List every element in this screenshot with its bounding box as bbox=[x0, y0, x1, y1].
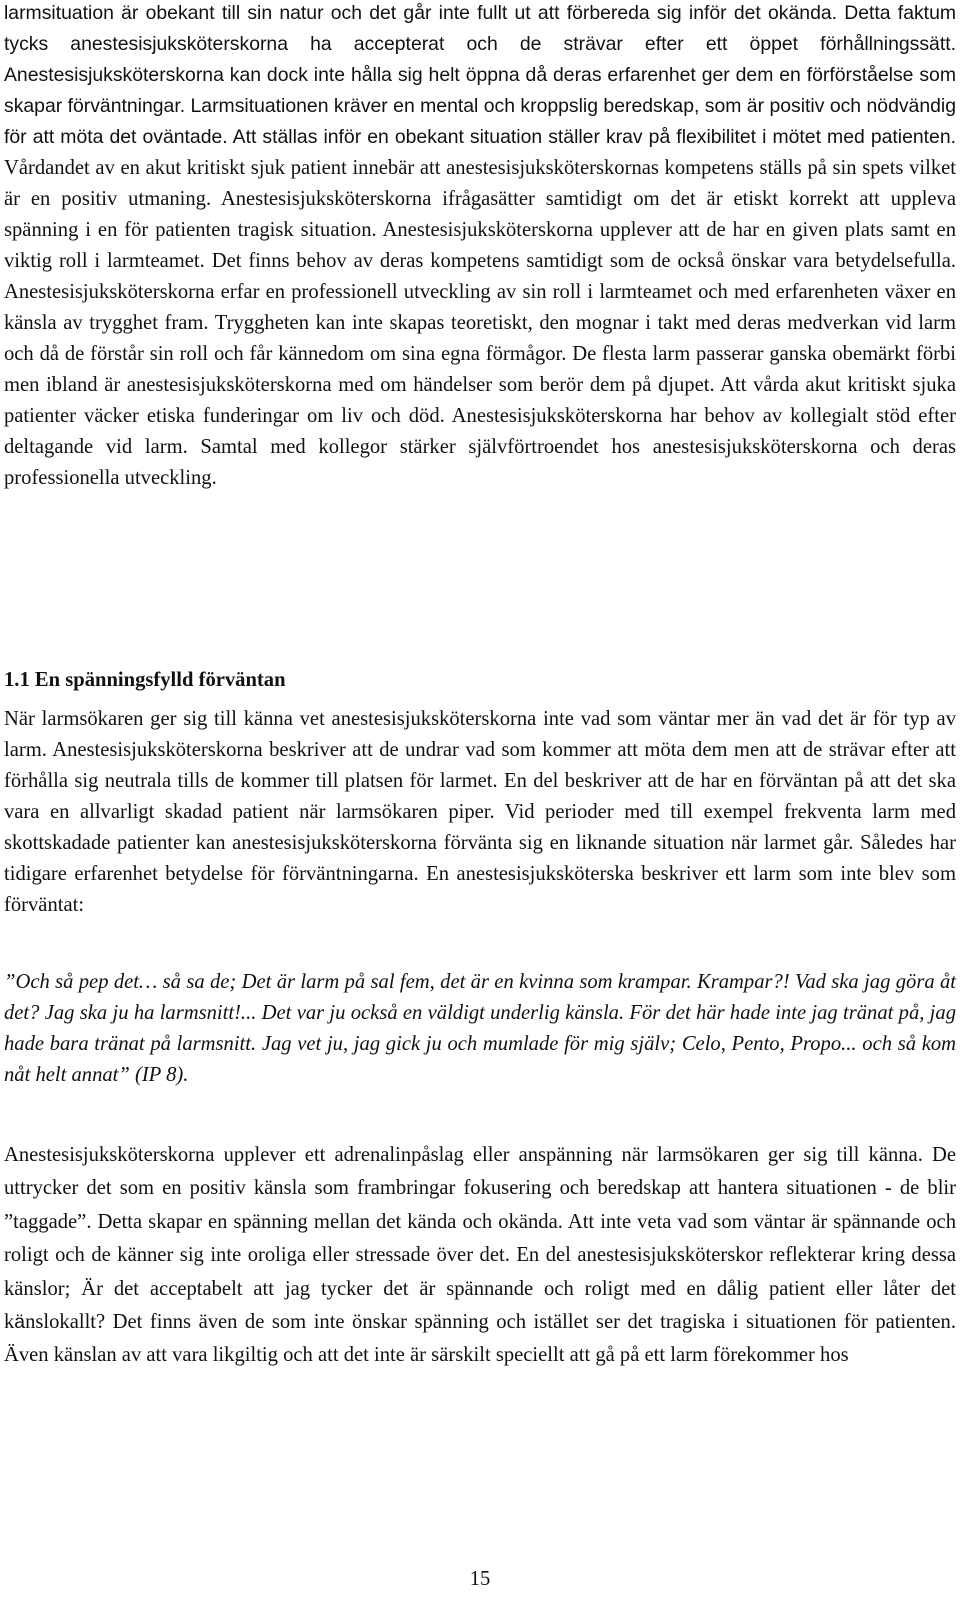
paragraph-intro bbox=[4, 0, 956, 494]
paragraph-adrenaline-part-c: nslokallt? Det finns även de som inte önskar spänning och istället ser det tragiska i situationen för patienten. Även känslan av att vara likgiltig och att det inte är särskilt speciellt att gå på ett larm förekommer hos bbox=[4, 1311, 956, 1367]
interview-quote: ”Och så pep det… så sa de; Det är larm på sal fem, det är en kvinna som krampar. Krampar?! Vad ska jag göra åt det? Jag ska ju ha larmsnitt!... Det var ju också en väldigt underlig känsla. För det här hade inte jag tränat på, jag hade bara tränat på larmsnitt. Jag vet ju, jag gick ju och mumlade för mig själv; Celo, Pento, Propo... och så kom nåt helt annat” (IP 8). bbox=[4, 971, 956, 1086]
paragraph-adrenaline-glyph: ä bbox=[14, 1311, 26, 1334]
paragraph-expectation: När larmsökaren ger sig till känna vet anestesisjuksköterskorna inte vad som väntar mer än vad det är för typ av larm. Anestesisjuksköterskorna beskriver att de undrar vad som kommer att möta dem men att de strävar efter att förhålla sig neutrala tills de kommer till platsen för larmet. En del beskriver att de har en förväntan på att det ska vara en allvarligt skadad patient när larmsökaren piper. Vid perioder med till exempel frekventa larm med skottskadade patienter kan anestesisjuksköterskorna förvänta sig en liknande situation när larmet går. Således har tidigare erfarenhet betydelse för förväntningarna. En anestesisjuksköterska beskriver ett larm som inte blev som förväntat: bbox=[4, 708, 956, 916]
paragraph-intro-serif-part: Vårdandet av en akut kritiskt sjuk patient innebär att anestesisjuksköterskornas kompetens ställs på sin spets vilket är en positiv utmaning. Anestesisjuksköterskorna ifrågasätter samtidigt om det är etiskt korrekt att uppleva spänning i en för patienten tragisk situation. Anestesisjuksköterskorna upplever att de har en given plats samt en viktig roll i larmteamet. Det finns behov av deras kompetens samtidigt som de också önskar vara betydelsefulla. Anestesisjuksköterskorna erfar en professionell utveckling av sin roll i larmteamet och med erfarenheten växer en känsla av trygghet fram. Tryggheten kan inte skapas teoretiskt, den mognar i takt med deras medverkan vid larm och då de förstår sin roll och får kännedom om sina egna förmågor. De flesta larm passerar ganska obemärkt förbi men ibland är anestesisjuksköterskorna med om händelser som berör dem på djupet. Att vårda akut kritiskt sjuka patienter väcker etiska funderingar om liv och död. Anestesisjuksköterskorna har behov av kollegialt stöd efter deltagande vid larm. Samtal med kollegor stärker självförtroendet hos anestesisjuksköterskorna och deras professionella utveckling. bbox=[4, 157, 956, 489]
section-heading: 1.1 En spänningsfylld förväntan bbox=[4, 669, 286, 691]
paragraph-adrenaline bbox=[4, 1139, 956, 1373]
paragraph-adrenaline-part-a: Anestesisjuksköterskorna upplever ett adrenalinpåslag eller anspänning när larmsökaren ger sig till känna. De uttrycker det som en positiv känsla som frambringar fokusering och beredskap att hantera situationen - de blir ”taggade”. Detta skapar en spänning mellan det kända och okända. Att inte veta vad som väntar är spännande och roligt och de känner sig inte oroliga eller stressade över det. En del anestesisjuksköterskor reflekterar kring dessa känslor; Är det acceptabelt att jag tycker det är spännande och roligt med en dålig patient eller låter det k bbox=[4, 1144, 956, 1334]
page-number: 15 bbox=[469, 1568, 491, 1590]
paragraph-intro-sans-part: larmsituation är obekant till sin natur och det går inte fullt ut att förbereda sig inför det okända. Detta faktum tycks anestesisjuksköterskorna ha accepterat och de strävar efter ett öppet förhållningssätt. Anestesisjuksköterskorna kan dock inte hålla sig helt öppna då deras erfarenhet ger dem en förförståelse som skapar förväntningar. Larmsituationen kräver en mental och kroppslig beredskap, som är positiv och nödvändig för att möta det oväntade. Att ställas inför en obekant situation ställer krav på flexibilitet i mötet med patienten. bbox=[4, 2, 956, 148]
